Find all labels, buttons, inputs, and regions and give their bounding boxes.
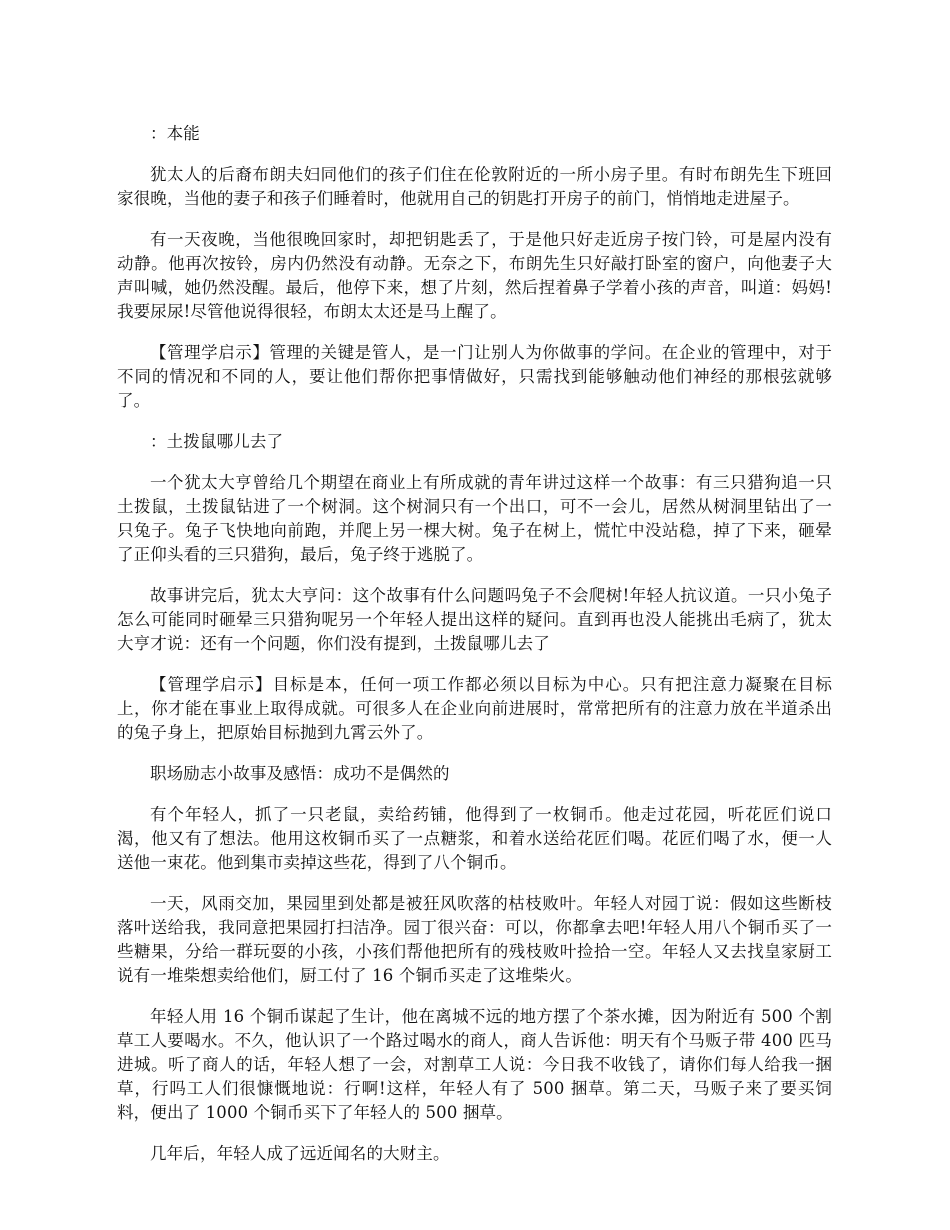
- heading-instinct: ：本能: [150, 124, 200, 143]
- heading-success-story: 职场励志小故事及感悟：成功不是偶然的: [150, 764, 450, 783]
- document-body: [117, 122, 832, 1183]
- paragraph-conclusion: 几年后，年轻人成了远近闻名的大财主。: [150, 1144, 450, 1163]
- paragraph-orchard: 一天，风雨交加，果园里到处都是被狂风吹落的枯枝败叶。年轻人对园丁说：假如这些断枝落叶送给我，我同意把果园打扫洁净。园丁很兴奋：可以，你都拿去吧!年轻人用八个铜币买了一些糖果，分给一群玩耍的小孩，小孩们帮他把所有的残枝败叶捡拾一空。年轻人又去找皇家厨工说有一堆柴想卖给他们，厨工付了 16 个铜币买走了这堆柴火。: [117, 894, 832, 985]
- paragraph-lost-key: 有一天夜晚，当他很晚回家时，却把钥匙丢了，于是他只好走近房子按门铃，可是屋内没有动静。他再次按铃，房内仍然没有动静。无奈之下，布朗先生只好敲打卧室的窗户，向他妻子大声叫喊，她仍然没醒。最后，他停下来，想了片刻，然后捏着鼻子学着小孩的声音，叫道：妈妈!我要尿尿!尽管他说得很轻，布朗太太还是马上醒了。: [117, 230, 832, 321]
- paragraph-brown-family: 犹太人的后裔布朗夫妇同他们的孩子们住在伦敦附近的一所小房子里。有时布朗先生下班回家很晚，当他的妻子和孩子们睡着时，他就用自己的钥匙打开房子的前门，悄悄地走进屋子。: [117, 165, 832, 208]
- paragraph-story-questions: 故事讲完后，犹太大亨问：这个故事有什么问题吗兔子不会爬树!年轻人抗议道。一只小兔子怎么可能同时砸晕三只猎狗呢另一个年轻人提出这样的疑问。直到再也没人能挑出毛病了，犹太大亨才说：还有一个问题，你们没有提到，土拨鼠哪儿去了: [117, 586, 832, 653]
- paragraph-management-insight-1: 【管理学启示】管理的关键是管人，是一门让别人为你做事的学问。在企业的管理中，对于不同的情况和不同的人，要让他们帮你把事情做好，只需找到能够触动他们神经的那根弦就够了。: [117, 343, 832, 410]
- paragraph-hunting-dogs-story: 一个犹太大亨曾给几个期望在商业上有所成就的青年讲过这样一个故事：有三只猎狗追一只土拨鼠，土拨鼠钻进了一个树洞。这个树洞只有一个出口，可不一会儿，居然从树洞里钻出了一只兔子。兔子飞快地向前跑，并爬上另一棵大树。兔子在树上，慌忙中没站稳，掉了下来，砸晕了正仰头看的三只猎狗，最后，兔子终于逃脱了。: [117, 473, 832, 564]
- heading-groundhog: ：土拨鼠哪儿去了: [150, 432, 284, 451]
- paragraph-management-insight-2: 【管理学启示】目标是本，任何一项工作都必须以目标为中心。只有把注意力凝聚在目标上，你才能在事业上取得成就。可很多人在企业向前进展时，常常把所有的注意力放在半道杀出的兔子身上，把原始目标抛到九霄云外了。: [117, 675, 832, 742]
- paragraph-copper-coin: 有个年轻人，抓了一只老鼠，卖给药铺，他得到了一枚铜币。他走过花园，听花匠们说口渴，他又有了想法。他用这枚铜币买了一点糖浆，和着水送给花匠们喝。花匠们喝了水，便一人送他一束花。他到集市卖掉这些花，得到了八个铜币。: [117, 805, 832, 872]
- paragraph-tea-stall: 年轻人用 16 个铜币谋起了生计，他在离城不远的地方摆了个茶水摊，因为附近有 500 个割草工人要喝水。不久，他认识了一个路过喝水的商人，商人告诉他：明天有个马贩子带 400 匹马进城。听了商人的话，年轻人想了一会，对割草工人说：今日我不收钱了，请你们每人给我一捆草，行吗工人们很慷慨地说：行啊!这样，年轻人有了 500 捆草。第二天，马贩子来了要买饲料，便出了 1000 个铜币买下了年轻人的 500 捆草。: [117, 1007, 832, 1122]
